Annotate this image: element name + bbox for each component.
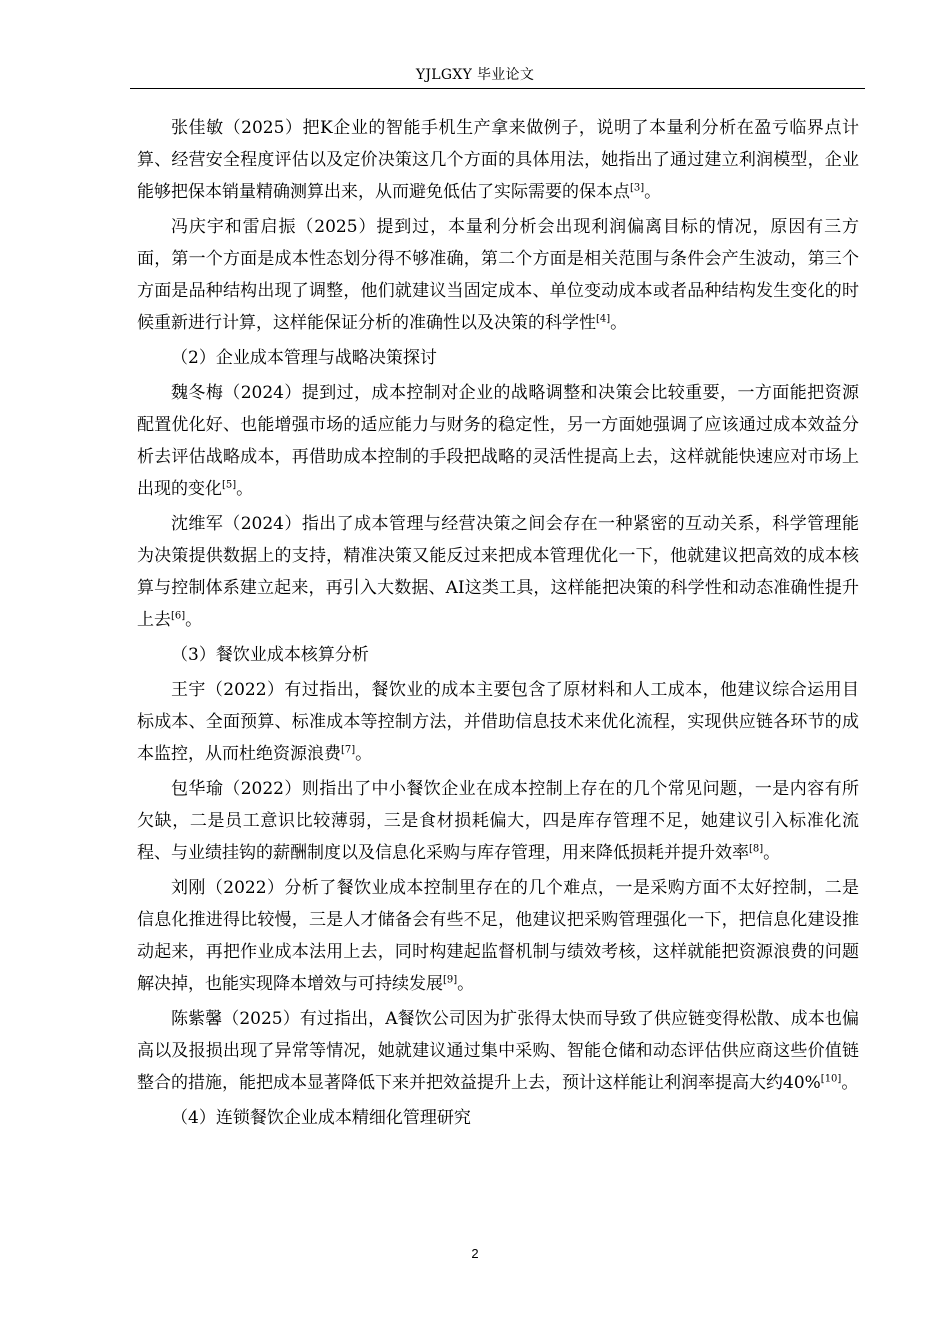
citation-ref: [4]: [596, 313, 611, 325]
page-number: 2: [471, 1246, 479, 1261]
paragraph: [137, 211, 859, 342]
paragraph-text: 陈紫馨（2025）有过指出，A餐饮公司因为扩张得太快而导致了供应链变得松散、成本也偏高以及报损出现了异常等情况，她就建议通过集中采购、智能仓储和动态评估供应商这些价值链整合的措施，能把成本显著降低下来并把效益提升上去，预计这样能让利润率提高大约40%: [137, 1009, 859, 1093]
paragraph: [137, 377, 859, 508]
citation-ref: [7]: [341, 744, 356, 756]
paragraph-tail: 。: [185, 610, 203, 630]
citation-ref: [6]: [171, 610, 186, 622]
header-divider: [130, 88, 865, 89]
paragraph-text: 沈维军（2024）指出了成本管理与经营决策之间会存在一种紧密的互动关系，科学管理能为决策提供数据上的支持，精准决策又能反过来把成本管理优化一下，他就建议把高效的成本核算与控制体系建立起来，再引入大数据、AI这类工具，这样能把决策的科学性和动态准确性提升上去: [137, 514, 859, 630]
paragraph-text: 冯庆宇和雷启振（2025）提到过，本量利分析会出现利润偏离目标的情况，原因有三方面，第一个方面是成本性态划分得不够准确，第二个方面是相关范围与条件会产生波动，第三个方面是品种结构出现了调整，他们就建议当固定成本、单位变动成本或者品种结构发生变化的时候重新进行计算，这样能保证分析的准确性以及决策的科学性: [137, 217, 859, 333]
paragraph: [137, 112, 859, 211]
paragraph-text: 魏冬梅（2024）提到过，成本控制对企业的战略调整和决策会比较重要，一方面能把资源配置优化好、也能增强市场的适应能力与财务的稳定性，另一方面她强调了应该通过成本效益分析去评估战略成本，再借助成本控制的手段把战略的灵活性提高上去，这样就能快速应对市场上出现的变化: [137, 383, 859, 499]
paragraph: [137, 773, 859, 872]
paragraph-tail: 。: [644, 182, 662, 202]
subsection-heading: （4）连锁餐饮企业成本精细化管理研究: [171, 1108, 471, 1128]
paragraph-text: 刘刚（2022）分析了餐饮业成本控制里存在的几个难点，一是采购方面不太好控制，二是信息化推进得比较慢，三是人才储备会有些不足，他建议把采购管理强化一下，把信息化建设推动起来，再把作业成本法用上去，同时构建起监督机制与绩效考核，这样就能把资源浪费的问题解决掉，也能实现降本增效与可持续发展: [137, 878, 859, 994]
paragraph-tail: 。: [355, 744, 373, 764]
citation-ref: [8]: [749, 843, 764, 855]
subsection-heading: （2）企业成本管理与战略决策探讨: [171, 348, 437, 368]
citation-ref: [10]: [820, 1073, 842, 1085]
paragraph-tail: 。: [610, 313, 628, 333]
paragraph-tail: 。: [236, 479, 254, 499]
citation-ref: [9]: [443, 974, 458, 986]
paragraph: [137, 674, 859, 773]
paragraph: [137, 872, 859, 1003]
running-header: YJLGXY 毕业论文: [415, 67, 535, 83]
document-body: [137, 112, 859, 1137]
citation-ref: [3]: [630, 182, 645, 194]
paragraph-tail: 。: [841, 1073, 859, 1093]
paragraph-tail: 。: [457, 974, 475, 994]
paragraph-tail: 。: [763, 843, 781, 863]
paragraph-text: 包华瑜（2022）则指出了中小餐饮企业在成本控制上存在的几个常见问题，一是内容有所欠缺，二是员工意识比较薄弱，三是食材损耗偏大，四是库存管理不足，她建议引入标准化流程、与业绩挂钩的薪酬制度以及信息化采购与库存管理，用来降低损耗并提升效率: [137, 779, 859, 863]
subsection-heading: （3）餐饮业成本核算分析: [171, 645, 369, 665]
paragraph-text: 张佳敏（2025）把K企业的智能手机生产拿来做例子，说明了本量利分析在盈亏临界点计算、经营安全程度评估以及定价决策这几个方面的具体用法，她指出了通过建立利润模型，企业能够把保本销量精确测算出来，从而避免低估了实际需要的保本点: [137, 118, 859, 202]
paragraph-text: 王宇（2022）有过指出，餐饮业的成本主要包含了原材料和人工成本，他建议综合运用目标成本、全面预算、标准成本等控制方法，并借助信息技术来优化流程，实现供应链各环节的成本监控，从而杜绝资源浪费: [137, 680, 859, 764]
paragraph: [137, 1003, 859, 1102]
citation-ref: [5]: [222, 479, 237, 491]
paragraph: [137, 508, 859, 639]
